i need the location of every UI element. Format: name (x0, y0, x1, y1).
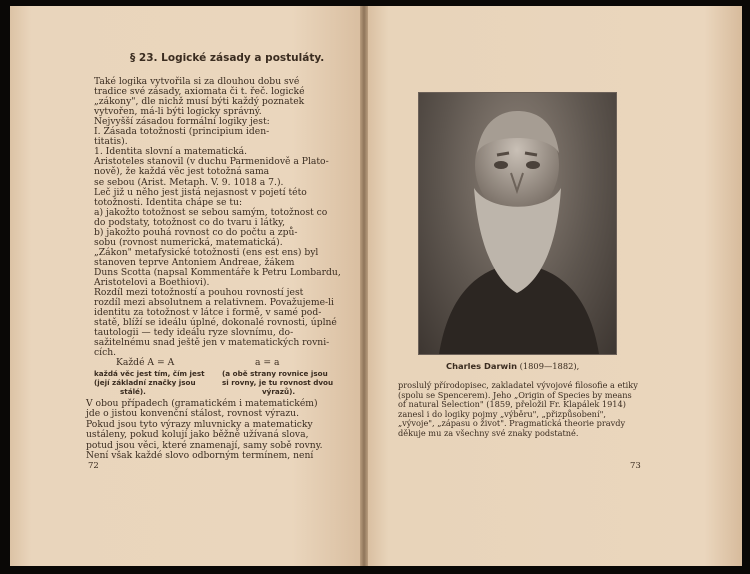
note-right-2: si rovny, je tu rovnost dvou (222, 378, 334, 387)
body-line: do podstaty, totožnost co do tvaru i látky, (94, 216, 286, 228)
note-right-1: (a obě strany rovnice jsou (222, 369, 328, 378)
body-line: V obou případech (gramatickém i matematickém) (86, 398, 318, 409)
book-gutter (360, 6, 368, 566)
body-line: a) jakožto totožnost se sebou samým, totožnost co (94, 206, 328, 218)
body-line: Nejvyšší zásadou formální logiky jest: (94, 116, 270, 128)
body-line: potud jsou věci, které znamenají, samy sobě rovny. (86, 439, 323, 451)
body-line: Aristotelovi a Boethiovi). (94, 277, 210, 288)
caption-years: (1809—1882), (519, 361, 580, 371)
body-line: Není však každé slovo odborným termínem, není (86, 450, 314, 461)
body-line: titatis). (94, 136, 128, 148)
portrait-caption-title (446, 361, 579, 371)
caption-line: „vývoje", „zápasu o život". Pragmatická theorie pravdy (398, 418, 626, 429)
caption-line: proslulý přírodopisec, zakladatel vývojové filosofie a etiky (398, 380, 638, 390)
note-right-3: výrazů). (262, 387, 296, 396)
body-line: sažitelnému snad ještě jen v matematických rovni- (94, 337, 330, 349)
body-line: Pokud jsou tyto výrazy mluvnicky a matematicky (86, 418, 313, 430)
darwin-portrait-icon (419, 93, 616, 354)
body-line: vytvořen, má-li býti logicky správný. (94, 106, 262, 118)
body-line: Leč již u něho jest jistá nejasnost v pojetí této (94, 186, 307, 198)
note-left-2: (její základní značky jsou (94, 378, 196, 387)
caption-line: of natural Selection" (1859, přeložil Fr. Klapálek 1914) (398, 399, 626, 410)
body-line: b) jakožto pouhá rovnost co do počtu a způ- (94, 226, 298, 238)
body-line: totožnosti. Identita chápe se tu: (94, 196, 243, 208)
page-number-right: 73 (630, 461, 641, 471)
body-line: Také logika vytvořila si za dlouhou dobu své (94, 76, 300, 87)
body-line: tautologii — tedy ideálu ryze slovnímu, do- (94, 327, 294, 339)
caption-name: Charles Darwin (446, 361, 517, 371)
body-line: stanoven teprve Antoniem Andreae, žákem (94, 256, 295, 268)
body-line: identitu za totožnost v látce i formě, v samé pod- (94, 307, 322, 319)
body-line: nově), že každá věc jest totožná sama (94, 166, 270, 178)
portrait-engraving-icon (418, 92, 617, 355)
caption-line: děkuje mu za všechny své znaky podstatné. (398, 428, 579, 438)
body-line: sobu (rovnost numerická, matematická). (94, 236, 283, 248)
body-line: Duns Scotta (napsal Kommentáře k Petru Lombardu, (94, 266, 341, 278)
body-line: I. Zásada totožnosti (principium iden- (94, 126, 270, 138)
section-heading: § 23. Logické zásady a postuláty. (130, 52, 325, 64)
body-line: rozdíl mezi absolutnem a relativnem. Považujeme-li (94, 297, 334, 309)
note-left-1: každá věc jest tím, čím jest (94, 369, 205, 378)
formula-left: Každé A = A (116, 357, 175, 368)
body-line: „zákony", dle nichž musí býti každý poznatek (94, 96, 305, 108)
body-line: cích. (94, 347, 117, 359)
caption-line: (spolu se Spencerem). Jeho „Origin of Species by means (398, 389, 632, 400)
body-line: Aristoteles stanovil (v duchu Parmenidově a Plato- (94, 156, 329, 168)
body-line: statě, blíží se ideálu úplné, dokonalé rovnosti, úplné (94, 317, 337, 329)
page-number-left: 72 (88, 461, 99, 471)
body-line: ustáleny, pokud kolují jako běžně užívaná slova, (86, 429, 309, 441)
note-left-3: stálé). (120, 387, 146, 396)
body-line: jde o jistou konvenční stálost, rovnost výrazu. (86, 408, 300, 420)
body-line: „Zákon" metafysické totožnosti (ens est ens) byl (94, 246, 319, 258)
body-line: 1. Identita slovní a matematická. (94, 146, 248, 158)
body-line: Rozdíl mezi totožností a pouhou rovností jest (94, 287, 304, 299)
body-line: tradice své zásady, axiomata či t. řeč. logické (94, 86, 305, 98)
caption-line: zanesl i do logiky pojmy „výběru", „přizpůsobení", (398, 408, 606, 419)
body-line: se sebou (Arist. Metaph. V. 9. 1018 a 7.). (94, 176, 284, 188)
formula-right: a = a (255, 357, 280, 368)
